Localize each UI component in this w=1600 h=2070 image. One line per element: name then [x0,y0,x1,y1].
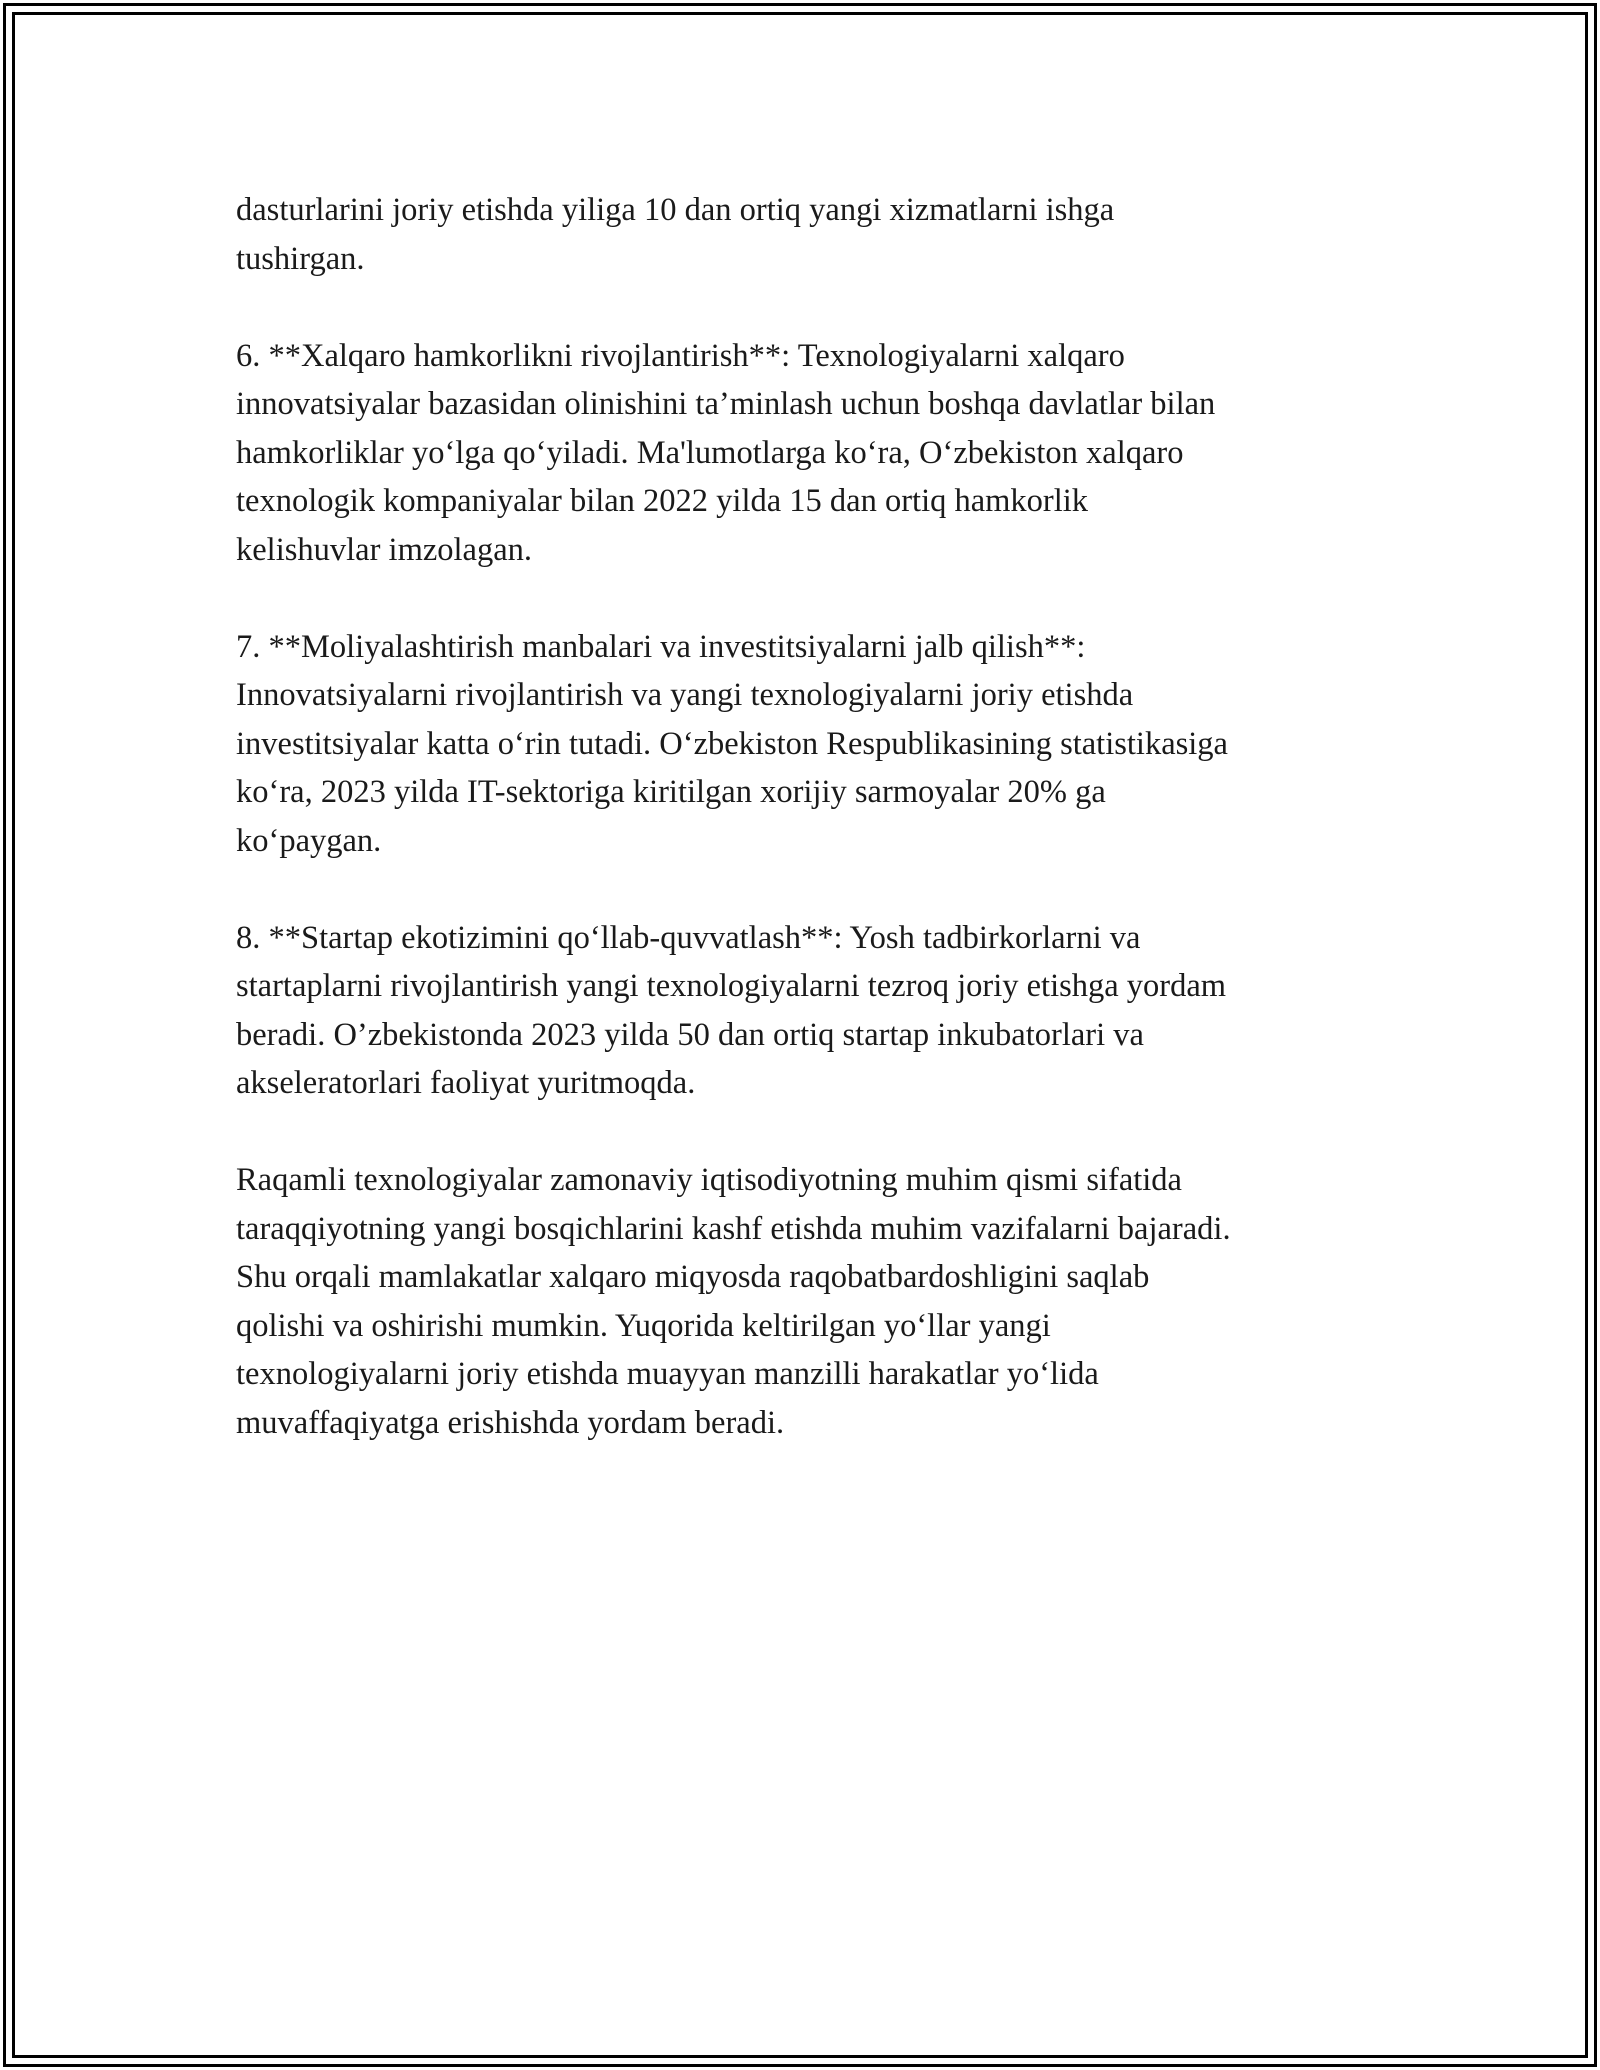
text-line: taraqqiyotning yangi bosqichlarini kashf etishda muhim vazifalarni bajaradi. [236,1210,1231,1247]
text-line: innovatsiyalar bazasidan olinishini ta’minlash uchun boshqa davlatlar bilan [236,386,1216,422]
text-line: startaplarni rivojlantirish yangi texnologiyalarni tezroq joriy etishga yordam [236,968,1227,1004]
text-line: akseleratorlari faoliyat yuritmoqda. [236,1065,696,1101]
text-line: 7. **Moliyalashtirish manbalari va investitsiyalarni jalb qilish**: [236,628,1086,665]
text-line: dasturlarini joriy etishda yiliga 10 dan ortiq yangi xizmatlarni ishga [236,192,1115,228]
paragraph-item-6 [236,332,1366,575]
text-line: Shu orqali mamlakatlar xalqaro miqyosda raqobatbardoshligini saqlab [236,1259,1150,1295]
text-line: Raqamli texnologiyalar zamonaviy iqtisodiyotning muhim qismi sifatida [236,1162,1182,1198]
paragraph-item-8 [236,914,1366,1108]
text-line: qolishi va oshirishi mumkin. Yuqorida keltirilgan yoʻllar yangi [236,1307,1051,1344]
text-line: kelishuvlar imzolagan. [236,531,533,568]
paragraph-conclusion [236,1156,1366,1447]
paragraph-item-7 [236,623,1366,866]
text-line: Innovatsiyalarni rivojlantirish va yangi texnologiyalarni joriy etishda [236,677,1134,713]
text-line: koʻra, 2023 yilda IT-sektoriga kiritilgan xorijiy sarmoyalar 20% ga [236,774,1106,810]
text-line: texnologik kompaniyalar bilan 2022 yilda 15 dan ortiq hamkorlik [236,483,1089,519]
text-line: tushirgan. [236,240,365,277]
text-line: 8. **Startap ekotizimini qoʻllab-quvvatlash**: Yosh tadbirkorlarni va [236,919,1141,956]
paragraph-continuation [236,186,1366,283]
text-line: beradi. O’zbekistonda 2023 yilda 50 dan ortiq startap inkubatorlari va [236,1016,1144,1053]
text-line: 6. **Xalqaro hamkorlikni rivojlantirish**: Texnologiyalarni xalqaro [236,337,1125,374]
text-line: investitsiyalar katta oʻrin tutadi. Oʻzbekiston Respublikasining statistikasiga [236,725,1228,762]
text-line: hamkorliklar yoʻlga qoʻyiladi. Ma'lumotlarga koʻra, Oʻzbekiston xalqaro [236,434,1184,471]
text-line: koʻpaygan. [236,822,382,859]
text-line: texnologiyalarni joriy etishda muayyan manzilli harakatlar yoʻlida [236,1356,1099,1392]
document-body [236,186,1366,1496]
text-line: muvaffaqiyatga erishishda yordam beradi. [236,1404,785,1441]
